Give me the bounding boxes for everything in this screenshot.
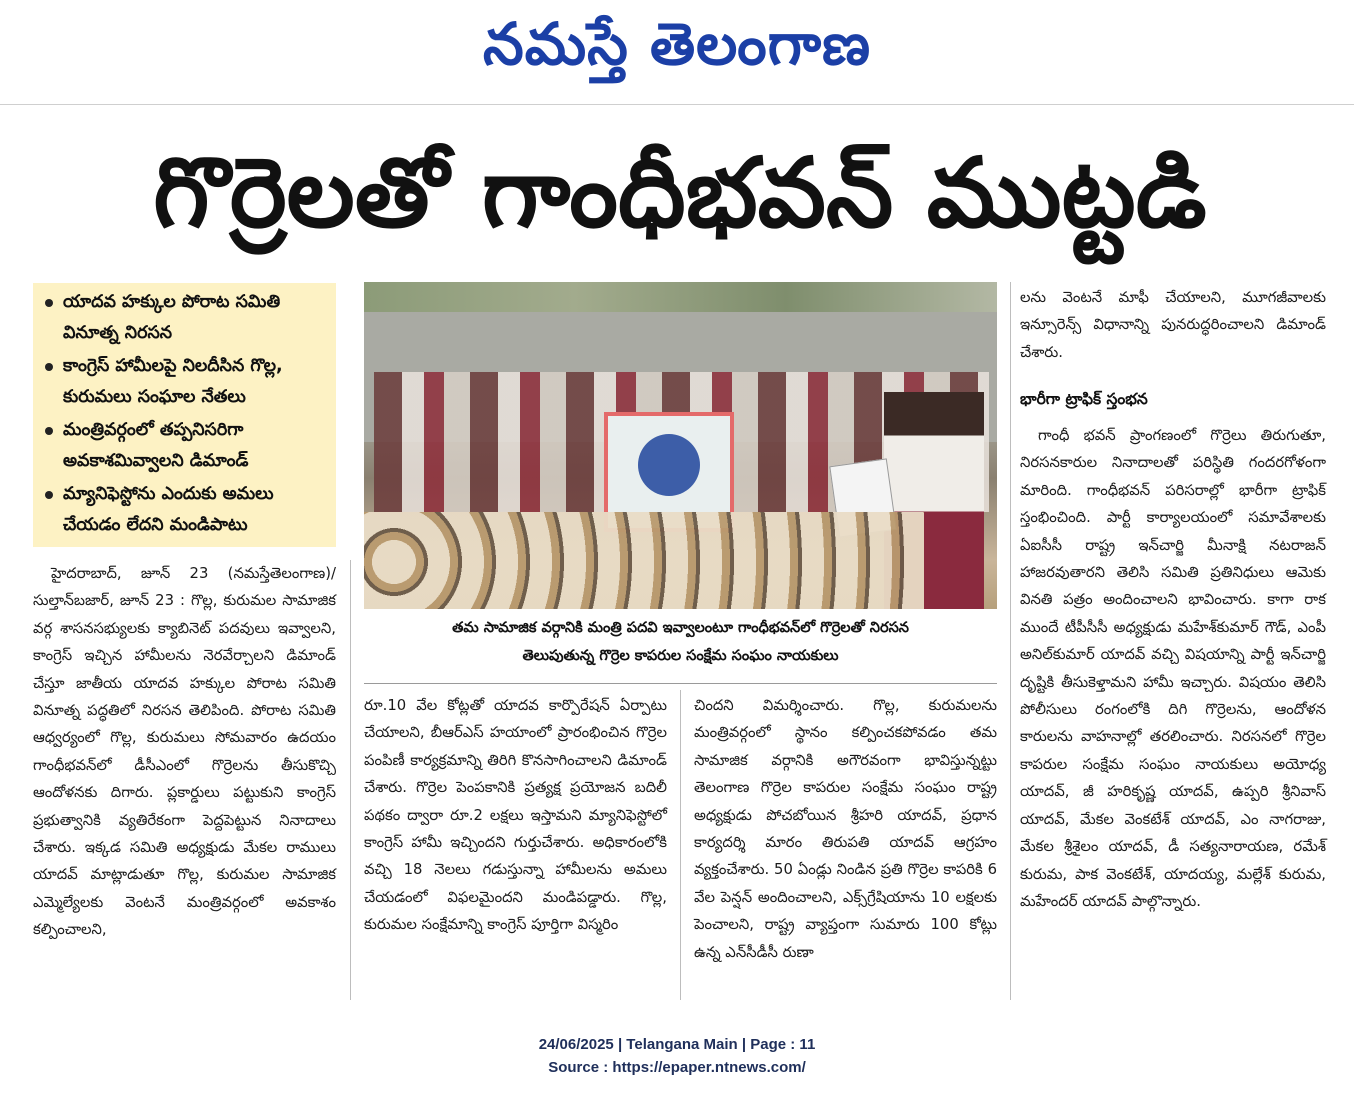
article-subhead: భారీగా ట్రాఫిక్ స్తంభన [1020,390,1148,408]
highlight-text: మ్యానిఫెస్టోను ఎందుకు అమలు చేయడం లేదని మండిపాటు [63,484,274,535]
highlight-text: మంత్రివర్గంలో తప్పనిసరిగా అవకాశమివ్వాలని డిమాండ్ [63,420,249,471]
article-text: హైదరాబాద్, జూన్ 23 (నమస్తేతెలంగాణ)/ సుల్తాన్‌బజార్, జూన్ 23 : గొల్ల, కురుమల సామాజిక వర్గ శాసనసభ్యులకు క్యాబినెట్ పదవులు ఇవ్వాలని, కాంగ్రెస్ ఇచ్చిన హామీలను నెరవేర్చాలని డిమాండ్ చేస్తూ జాతీయ యాదవ హక్కుల పోరాట సమితి వినూత్న పద్ధతిలో నిరసన తెలిపింది. పోరాట సమితి ఆధ్వర్యంలో గొల్ల, కురుమలు సోమవారం ఉదయం గాంధీభవన్‌లో డీసీఎంలో గొర్రెలను తీసుకొచ్చి ఆందోళనకు దిగారు. ప్లకార్డులు పట్టుకుని కాంగ్రెస్ ప్రభుత్వానికి వ్యతిరేకంగా పెద్దపెట్టున నినాదాలు చేశారు. ఇక్కడ సమితి అధ్యక్షుడు మేకల రాములు యాదవ్ మాట్లాడుతూ గొల్ల, కురుమల సామాజిక ఎమ్మెల్యేలకు వెంటనే మంత్రివర్గంలో అవకాశం కల్పించాలని, [33,565,336,939]
newspaper-logo: నమస్తే తెలంగాణ [483,10,871,78]
bullet-icon [45,363,53,371]
article-text: గాంధీ భవన్ ప్రాంగణంలో గొర్రెలు తిరుగుతూ, నిరసనకారుల నినాదాలతో పరిస్థితి గందరగోళంగా మారింది. గాంధీభవన్ పరిసరాల్లో భారీగా ట్రాఫిక్ స్తంభించింది. పార్టీ కార్యాలయంలో సమావేశాలకు ఏఐసీసీ రాష్ట్ర ఇన్‌చార్జి మీనాక్షి నటరాజన్ హాజరవుతారని తెలిసి సమితి ప్రతినిధులు ఆమెకు వినతి పత్రం అందించాలని భావించారు. కాగా రాక ముందే టీపీసీసీ అధ్యక్షుడు మహేశ్‌కుమార్ గౌడ్, ఎంపీ అనిల్‌కుమార్ యాదవ్ వచ్చి విషయాన్ని పార్టీ ఇన్‌చార్జి దృష్టికి తీసుకెళ్తామని హామీ ఇచ్చారు. విషయం తెలిసి పోలీసులు రంగంలోకి దిగి గొర్రెలను, ఆందోళన కారులను వాహనాల్లో తరలించారు. నిరసనలో గొర్రెల కాపరుల సంక్షేమ సంఘం నాయకులు అయోధ్య యాదవ్, జీ హరికృష్ణ యాదవ్, ఉప్పరి శ్రీనివాస్ యాదవ్, మేకల వెంకటేశ్ యాదవ్, ఎం నాగరాజు, మేకల శ్రీశైలం యాదవ్, డీ సత్యనారాయణ, రమేశ్ కురుమ, పాక వెంకటేశ్, యాదయ్య, మల్లేశ్ కురుమ, మహేందర్ యాదవ్ పాల్గొన్నారు. [1020,427,1326,910]
masthead [0,0,1354,105]
article-column-2 [364,692,667,939]
bullet-icon [45,427,53,435]
article-text: చిందని విమర్శించారు. గొల్ల, కురుమలను మంత్రివర్గంలో స్థానం కల్పించకపోవడం తమ సామాజిక వర్గానికి అగౌరవంగా భావిస్తున్నట్టు తెలంగాణ గొర్రెల కాపరుల సంక్షేమ సంఘం రాష్ట్ర అధ్యక్షుడు పోచబోయిన శ్రీహరి యాదవ్, ప్రధాన కార్యదర్శి మారం తిరుపతి యాదవ్ ఆగ్రహం వ్యక్తంచేశారు. 50 ఏండ్లు నిండిన ప్రతి గొర్రెల కాపరికి 6 వేల పెన్షన్ అందించాలని, ఎక్స్‌గ్రేషియాను 10 లక్షలకు పెంచాలని, రాష్ట్ర వ్యాప్తంగా సుమారు 100 కోట్లు ఉన్న ఎన్‌సీడీసీ రుణా [694,697,997,961]
footer-date-line: 24/06/2025 | Telangana Main | Page : 11 [538,1036,816,1053]
highlight-text: కాంగ్రెస్ హామీలపై నిలదీసిన గొల్ల, కురుమలు సంఘాల నేతలు [63,356,283,407]
highlight-item [41,415,328,477]
photo-caption [364,614,997,670]
bullet-icon [45,299,53,307]
news-photo [364,282,997,609]
highlight-item [41,479,328,541]
highlight-text: యాదవ హక్కుల పోరాట సమితి వినూత్న నిరసన [63,292,281,343]
article-column-4-top [1020,284,1326,366]
caption-line: తెలుపుతున్న గొర్రెల కాపరుల సంక్షేమ సంఘం నాయకులు [522,648,839,664]
caption-divider [364,683,997,684]
article-column-3 [694,692,997,966]
highlight-item [41,351,328,413]
article-column-4-body [1020,422,1326,915]
column-divider [1010,282,1011,1000]
article-column-1 [33,560,336,944]
highlight-item [41,287,328,349]
column-divider [350,560,351,1000]
column-divider [680,690,681,1000]
article-text: రూ.10 వేల కోట్లతో యాదవ కార్పొరేషన్ ఏర్పాటు చేయాలని, బీఆర్‌ఎస్ హయాంలో ప్రారంభించిన గొర్రెల పంపిణీ కార్యక్రమాన్ని తిరిగి కొనసాగించాలని డిమాండ్ చేశారు. గొర్రెల పెంపకానికి ప్రత్యక్ష ప్రయోజన బదిలీ పథకం ద్వారా రూ.2 లక్షలు ఇస్తామని మ్యానిఫెస్టోలో కాంగ్రెస్ హామీ ఇచ్చిందని గుర్తుచేశారు. అధికారంలోకి వచ్చి 18 నెలలు గడుస్తున్నా హామీలను అమలు చేయడంలో విఫలమైందని మండిపడ్డారు. గొల్ల, కురుమల సంక్షేమాన్ని కాంగ్రెస్ పూర్తిగా విస్మరిం [364,697,667,934]
article-text: లను వెంటనే మాఫీ చేయాలని, మూగజీవాలకు ఇన్సూరెన్స్ విధానాన్ని పునరుద్ధరించాలని డిమాండ్ చేశారు. [1020,289,1326,361]
highlights-box [33,283,336,547]
photo-sheep [364,512,924,609]
banner-emblem [638,434,700,496]
bullet-icon [45,491,53,499]
headline: గొర్రెలతో గాంధీభవన్ ముట్టడి [153,137,1207,249]
caption-line: తమ సామాజిక వర్గానికి మంత్రి పదవి ఇవ్వాలంటూ గాంధీభవన్‌లో గొర్రెలతో నిరసన [452,620,909,636]
footer-source-line: Source : https://epaper.ntnews.com/ [548,1059,806,1076]
